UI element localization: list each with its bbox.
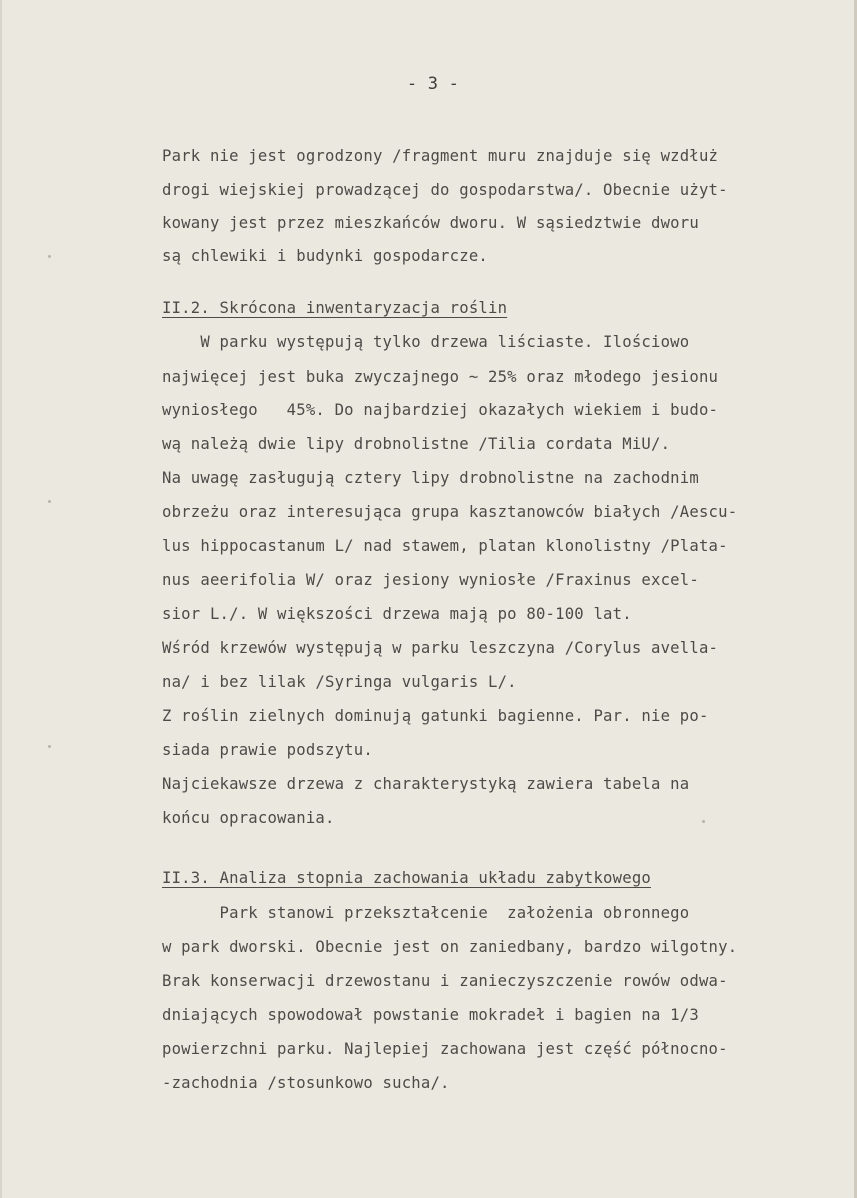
paper-speck [48,255,51,258]
paper-speck [702,820,705,823]
text-line: wyniosłego 45%. Do najbardziej okazałych wiekiem i budo- [162,401,719,419]
text-line: Brak konserwacji drzewostanu i zanieczyszczenie rowów odwa- [162,972,728,990]
text-line: lus hippocastanum L/ nad stawem, platan klonolistny /Plata- [162,537,728,555]
text-line: -zachodnia /stosunkowo sucha/. [162,1074,450,1092]
text-line: Najciekawsze drzewa z charakterystyką zawiera tabela na [162,775,690,793]
text-line: drogi wiejskiej prowadzącej do gospodarstwa/. Obecnie użyt- [162,181,728,199]
text-line: siada prawie podszytu. [162,741,373,759]
text-line: Na uwagę zasługują cztery lipy drobnolistne na zachodnim [162,469,699,487]
text-line: Wśród krzewów występują w parku leszczyna /Corylus avella- [162,639,719,657]
text-line: w park dworski. Obecnie jest on zaniedbany, bardzo wilgotny. [162,938,738,956]
text-line: powierzchni parku. Najlepiej zachowana jest część północno- [162,1040,728,1058]
text-line: kowany jest przez mieszkańców dworu. W sąsiedztwie dworu [162,214,699,232]
text-line: są chlewiki i budynki gospodarcze. [162,247,488,265]
page-number: - 3 - [406,74,460,94]
text-line: najwięcej jest buka zwyczajnego ~ 25% oraz młodego jesionu [162,368,719,386]
section-heading: II.3. Analiza stopnia zachowania układu zabytkowego [162,869,651,887]
text-line: Park nie jest ogrodzony /fragment muru znajduje się wzdłuż [162,147,719,165]
text-line: obrzeżu oraz interesująca grupa kasztanowców białych /Aescu- [162,503,738,521]
text-line: na/ i bez lilak /Syringa vulgaris L/. [162,673,517,691]
paper-speck [48,500,51,503]
text-line: końcu opracowania. [162,809,335,827]
text-line: sior L./. W większości drzewa mają po 80-100 lat. [162,605,632,623]
text-line: W parku występują tylko drzewa liściaste. Ilościowo [162,333,690,351]
text-line: dniających spowodował powstanie mokradeł i bagien na 1/3 [162,1006,699,1024]
text-line: Z roślin zielnych dominują gatunki bagienne. Par. nie po- [162,707,709,725]
section-heading: II.2. Skrócona inwentaryzacja roślin [162,299,508,317]
text-line: wą należą dwie lipy drobnolistne /Tilia cordata MiU/. [162,435,671,453]
text-line: nus aeerifolia W/ oraz jesiony wyniosłe /Fraxinus excel- [162,571,699,589]
text-line: Park stanowi przekształcenie założenia obronnego [162,904,690,922]
paper-speck [48,745,51,748]
